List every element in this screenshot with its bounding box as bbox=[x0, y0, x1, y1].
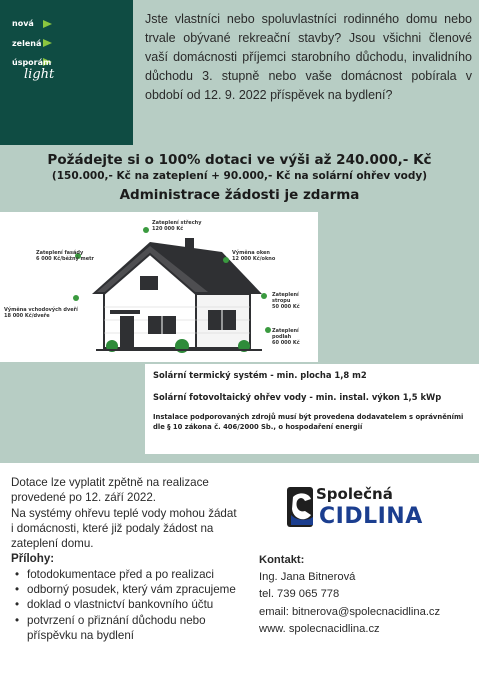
logo-word-usporam: úsporám bbox=[12, 58, 52, 67]
house-illustration bbox=[0, 212, 318, 362]
nzu-light-logo bbox=[0, 0, 133, 145]
contact-name: Ing. Jana Bitnerová bbox=[259, 571, 356, 584]
attachment-item: • fotodokumentace před a po realizaci bbox=[11, 567, 239, 582]
attachment-item: • doklad o vlastnictví bankovního účtu bbox=[11, 597, 239, 612]
intro-question: Jste vlastníci nebo spoluvlastníci rodinného domu nebo trvale obývané rekreační stavby? Jsou všichni členové vaší domácnosti příjemci starobního důchodu, invalidního důchodu 3. stupně nebo vaše domácnost pobírala v období od 12. 9. 2022 příspěvek na bydlení? bbox=[145, 12, 472, 102]
attachment-item: • potvrzení o přiznání důchodu nebo příspěvku na bydlení bbox=[11, 613, 239, 644]
logo-word-nova: nová bbox=[12, 19, 34, 28]
cidlina-emblem-icon bbox=[285, 485, 317, 529]
house-drawing-icon bbox=[0, 212, 318, 362]
attachments-title: Přílohy: bbox=[11, 552, 55, 566]
roof-insulation-label: Zateplení střechy 120 000 Kč bbox=[152, 220, 202, 232]
offer-block bbox=[0, 152, 479, 204]
logo-word-light: light bbox=[24, 67, 55, 82]
contact-email: email: bitnerova@spolecnacidlina.cz bbox=[259, 605, 441, 618]
contact-title: Kontakt: bbox=[259, 554, 305, 566]
solar-note-text: Instalace podporovaných zdrojů musí být provedena dodavatelem s oprávněními dle § 10 zákona č. 406/2000 Sb., o hospodaření energií bbox=[153, 413, 464, 431]
retroactive-text: Dotace lze vyplatit zpětně na realizace provedené po 12. září 2022. bbox=[11, 476, 209, 505]
offer-admin: Administrace žádosti je zdarma bbox=[119, 187, 360, 203]
ceiling-insulation-label: Zateplení stropu 50 000 Kč bbox=[272, 292, 300, 310]
doors-replacement-label: Výměna vchodových dveří 18 000 Kč/dveře bbox=[4, 307, 78, 319]
company-name-bottom: CIDLINA bbox=[319, 504, 423, 529]
eligibility-column bbox=[11, 475, 239, 643]
attachment-item: • odborný posudek, který vám zpracujeme bbox=[11, 582, 239, 597]
solar-thermal-text: Solární termický systém - min. plocha 1,8 m2 bbox=[153, 370, 367, 380]
bottom-panel bbox=[0, 463, 479, 700]
offer-detail: (150.000,- Kč na zateplení + 90.000,- Kč na solární ohřev vody) bbox=[51, 170, 428, 182]
attachments-list bbox=[11, 567, 239, 643]
logo-word-zelena: zelená bbox=[12, 39, 42, 48]
contact-phone: tel. 739 065 778 bbox=[259, 588, 340, 601]
offer-headline: Požádejte si o 100% dotaci ve výši až 240.000,- Kč bbox=[47, 152, 432, 168]
solar-info-box bbox=[145, 364, 479, 454]
floor-insulation-label: Zateplení podlah 60 000 Kč bbox=[272, 328, 300, 346]
solar-pv-text: Solární fotovoltaický ohřev vody - min. instal. výkon 1,5 kWp bbox=[153, 392, 442, 402]
facade-insulation-label: Zateplení fasády 6 000 Kč/běžný metr bbox=[36, 250, 94, 262]
hot-water-text: Na systémy ohřevu teplé vody mohou žádat i domácnosti, které již podaly žádost na zateplení domu. bbox=[11, 506, 237, 551]
windows-replacement-label: Výměna oken 12 000 Kč/okno bbox=[232, 250, 276, 262]
contact-block bbox=[259, 552, 440, 638]
contact-web: www. spolecnacidlina.cz bbox=[259, 622, 380, 635]
company-name-top: Společná bbox=[316, 485, 393, 503]
